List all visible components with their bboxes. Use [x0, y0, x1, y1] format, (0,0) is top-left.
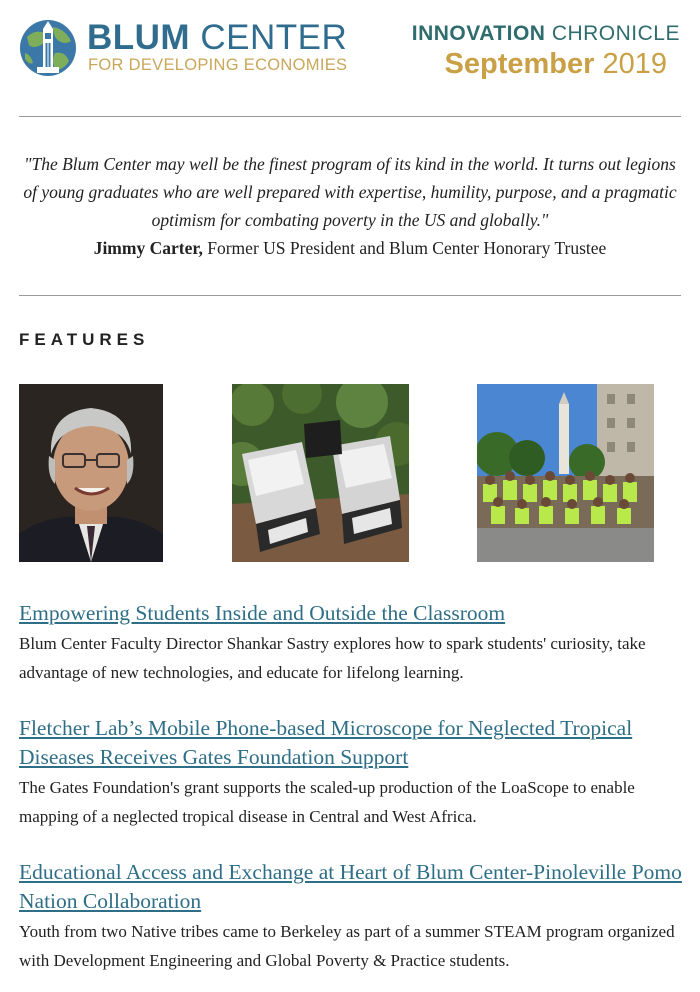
brand-subtitle: FOR DEVELOPING ECONOMIES — [88, 56, 348, 74]
portrait-photo[interactable] — [19, 384, 163, 562]
article-description: Youth from two Native tribes came to Berkeley as part of a summer STEAM program organized with Development Engineering and Global Poverty & Practice students. — [19, 922, 675, 970]
issue-month: September — [444, 48, 595, 80]
brand-name-rest: CENTER — [200, 18, 348, 57]
article-item — [19, 714, 684, 831]
chronicle-title-rest: CHRONICLE — [551, 22, 680, 45]
features-heading: FEATURES — [19, 330, 150, 349]
divider-bottom — [19, 295, 681, 296]
issue-date — [445, 48, 667, 81]
issue-year: 2019 — [602, 48, 667, 80]
article-title-link[interactable]: Fletcher Lab’s Mobile Phone-based Microscope for Neglected Tropical Diseases Receives Gates Foundation Support — [19, 716, 633, 769]
article-description: The Gates Foundation's grant supports the scaled-up production of the LoaScope to enable mapping of a neglected tropical disease in Central and West Africa. — [19, 778, 635, 826]
testimonial-quote — [19, 150, 681, 262]
divider-top — [19, 116, 681, 117]
portrait-image — [19, 384, 163, 562]
chronicle-title-bold: INNOVATION — [411, 22, 546, 45]
quote-text: "The Blum Center may well be the finest program of its kind in the world. It turns out legions of young graduates who are well prepared with expertise, humility, purpose, and a pragmatic optimism for combating poverty in the US and globally." — [23, 154, 677, 230]
microscope-cases-photo[interactable] — [232, 384, 409, 562]
article-title-link[interactable]: Educational Access and Exchange at Heart of Blum Center-Pinoleville Pomo Nation Collaboration — [19, 860, 682, 913]
article-item — [19, 599, 684, 687]
globe-campanile-logo-icon[interactable] — [19, 19, 77, 77]
student-group-image — [477, 384, 654, 562]
chronicle-title — [412, 22, 680, 46]
quote-attribution — [19, 234, 681, 262]
article-description: Blum Center Faculty Director Shankar Sastry explores how to spark students' curiosity, take advantage of new technologies, and educate for lifelong learning. — [19, 634, 646, 682]
student-group-photo[interactable] — [477, 384, 654, 562]
newsletter-header — [0, 0, 700, 100]
article-title-link[interactable]: Empowering Students Inside and Outside the Classroom — [19, 601, 506, 625]
quote-author: Jimmy Carter, — [93, 238, 203, 258]
brand-name[interactable] — [87, 18, 347, 58]
quote-author-role: Former US President and Blum Center Honorary Trustee — [207, 238, 607, 258]
brand-name-bold: BLUM — [87, 18, 191, 57]
microscope-cases-image — [232, 384, 409, 562]
article-item — [19, 858, 684, 975]
